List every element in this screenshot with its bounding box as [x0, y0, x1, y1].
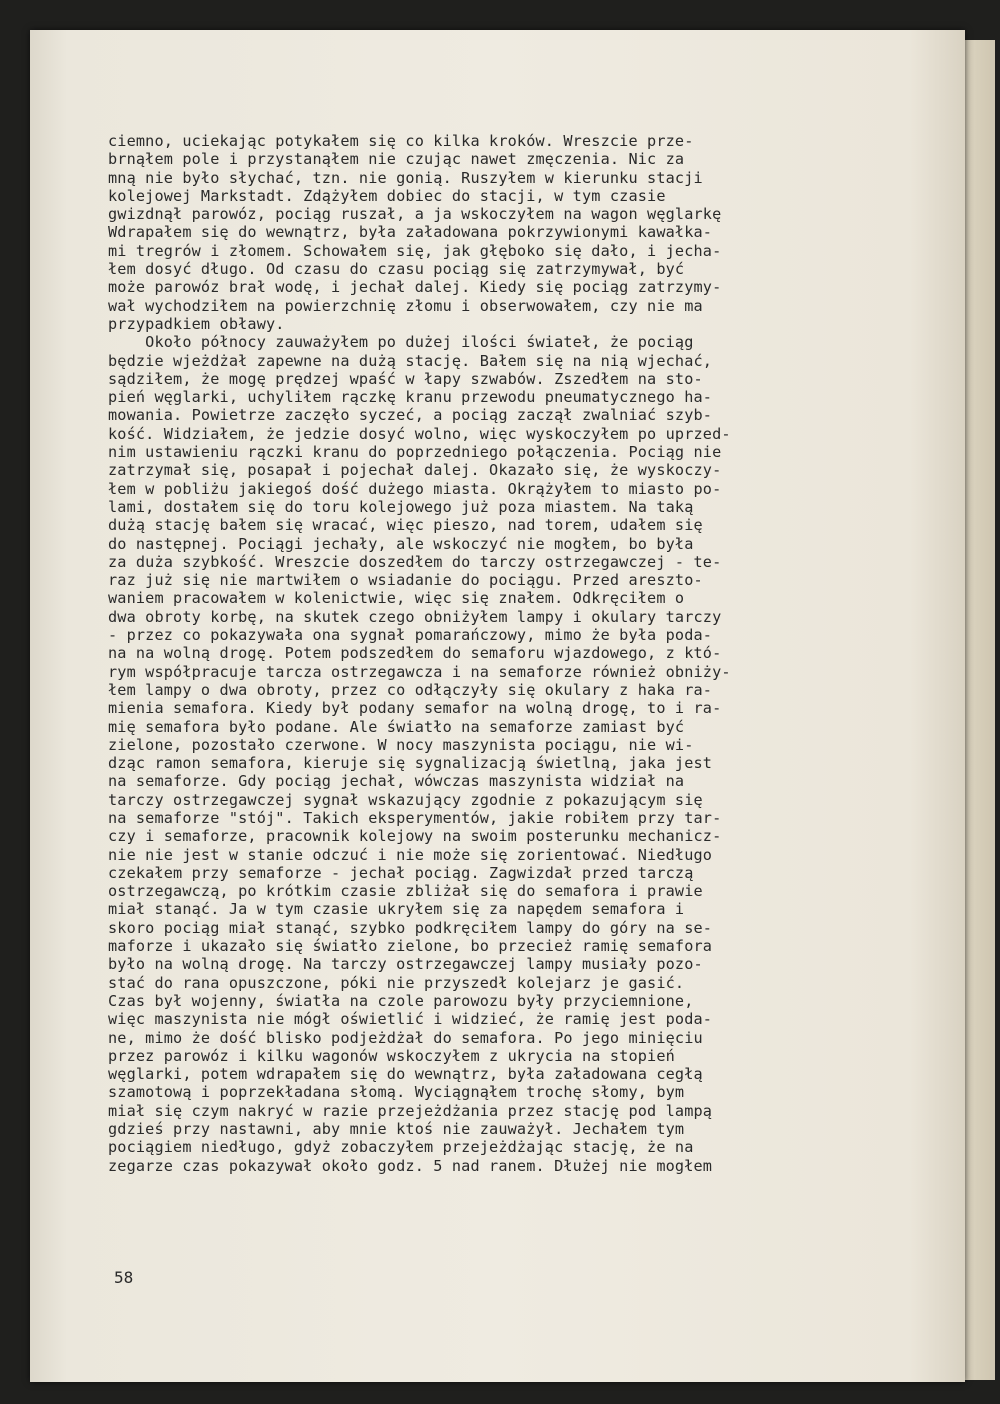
text-line: tarczy ostrzegawczej sygnał wskazujący zgodnie z pokazującym się [108, 790, 703, 809]
text-line: stać do rana opuszczone, póki nie przyszedł kolejarz je gasić. [108, 973, 685, 992]
text-line: do następnej. Pociągi jechały, ale wskoczyć nie mogłem, bo była [108, 534, 694, 553]
text-line: miał się czym nakryć w razie przejeżdżania przez stację pod lampą [108, 1101, 713, 1120]
text-line: kość. Widziałem, że jedzie dosyć wolno, więc wyskoczyłem po uprzed- [108, 424, 731, 443]
text-line: czekałem przy semaforze - jechał pociąg. Zagwizdał przed tarczą [108, 863, 694, 882]
text-line: mną nie było słychać, tzn. nie gonią. Ruszyłem w kierunku stacji [108, 168, 703, 187]
text-line: Czas był wojenny, światła na czole parowozu były przyciemnione, [108, 991, 694, 1010]
text-line: nim ustawieniu rączki kranu do poprzedniego połączenia. Pociąg nie [108, 443, 722, 462]
text-line: dużą stację bałem się wracać, więc pieszo, nad torem, udałem się [108, 516, 703, 535]
text-line: miał stanąć. Ja w tym czasie ukryłem się za napędem semafora i [108, 900, 685, 919]
text-line: raz już się nie martwiłem o wsiadanie do pociągu. Przed areszto- [108, 571, 703, 590]
text-line: za duża szybkość. Wreszcie doszedłem do tarczy ostrzegawczej - te- [108, 552, 722, 571]
next-page-edge [965, 40, 995, 1380]
text-line: sądziłem, że mogę prędzej wpaść w łapy szwabów. Zszedłem na sto- [108, 369, 703, 388]
text-line: waniem pracowałem w kolenictwie, więc się znałem. Odkręciłem o [108, 589, 685, 608]
text-line: zegarze czas pokazywał około godz. 5 nad ranem. Dłużej nie mogłem [108, 1156, 713, 1175]
text-line: ostrzegawczą, po krótkim czasie zbliżał się do semafora i prawie [108, 882, 703, 901]
text-line: było na wolną drogę. Na tarczy ostrzegawczej lampy musiały pozo- [108, 955, 703, 974]
text-line: przez parowóz i kilku wagonów wskoczyłem z ukrycia na stopień [108, 1046, 675, 1065]
text-line: zatrzymał się, posapał i pojechał dalej. Okazało się, że wyskoczy- [108, 461, 722, 480]
page-number: 58 [114, 1268, 134, 1287]
text-line: mienia semafora. Kiedy był podany semafor na wolną drogę, to i ra- [108, 699, 722, 718]
text-line: pociągiem niedługo, gdyż zobaczyłem przejeżdżając stację, że na [108, 1138, 694, 1157]
text-line: na na wolną drogę. Potem podszedłem do semaforu wjazdowego, z któ- [108, 644, 722, 663]
text-line: łem w pobliżu jakiegoś dość dużego miasta. Okrążyłem to miasto po- [108, 479, 722, 498]
text-line: pień węglarki, uchyliłem rączkę kranu przewodu pneumatycznego ha- [108, 388, 713, 407]
text-line: przypadkiem obławy. [108, 314, 285, 333]
text-line: maforze i ukazało się światło zielone, bo przecież ramię semafora [108, 937, 713, 956]
text-line: skoro pociąg miał stanąć, szybko podkręciłem lampy do góry na se- [108, 918, 713, 937]
text-line: lami, dostałem się do toru kolejowego już poza miastem. Na taką [108, 497, 694, 516]
text-line: będzie wjeżdżał zapewne na dużą stację. Bałem się na nią wjechać, [108, 351, 713, 370]
text-line: nie nie jest w stanie odczuć i nie może się zorientować. Niedługo [108, 845, 713, 864]
text-line: węglarki, potem wdrapałem się do wewnątrz, była załadowana cegłą [108, 1065, 703, 1084]
text-line: brnąłem pole i przystanąłem nie czując nawet zmęczenia. Nic za [108, 150, 685, 169]
text-line: gdzieś przy nastawni, aby mnie ktoś nie zauważył. Jechałem tym [108, 1120, 685, 1139]
body-text [108, 132, 898, 1175]
text-line: dwa obroty korbę, na skutek czego obniżyłem lampy i okulary tarczy [108, 607, 722, 626]
text-line: łem dosyć długo. Od czasu do czasu pociąg się zatrzymywał, być [108, 260, 685, 279]
text-line: rym współpracuje tarcza ostrzegawcza i na semaforze również obniży- [108, 662, 731, 681]
text-line: mowania. Powietrze zaczęło syczeć, a pociąg zaczął zwalniać szyb- [108, 406, 713, 425]
text-line: może parowóz brał wodę, i jechał dalej. Kiedy się pociąg zatrzymy- [108, 278, 722, 297]
text-line: na semaforze "stój". Takich eksperymentów, jakie robiłem przy tar- [108, 808, 722, 827]
text-line: Około północy zauważyłem po dużej ilości świateł, że pociąg [108, 333, 694, 352]
text-line: na semaforze. Gdy pociąg jechał, wówczas maszynista widział na [108, 772, 685, 791]
text-line: szamotową i poprzekładana słomą. Wyciągnąłem trochę słomy, bym [108, 1083, 685, 1102]
text-line: ciemno, uciekając potykałem się co kilka kroków. Wreszcie prze- [108, 132, 694, 150]
text-line: Wdrapałem się do wewnątrz, była załadowana pokrzywionymi kawałka- [108, 223, 713, 242]
text-line: więc maszynista nie mógł oświetlić i widzieć, że ramię jest poda- [108, 1010, 713, 1029]
text-line: łem lampy o dwa obroty, przez co odłączyły się okulary z haka ra- [108, 680, 713, 699]
text-line: mi tregrów i złomem. Schowałem się, jak głęboko się dało, i jecha- [108, 241, 722, 260]
text-line: mię semafora było podane. Ale światło na semaforze zamiast być [108, 717, 685, 736]
text-line: kolejowej Markstadt. Zdążyłem dobiec do stacji, w tym czasie [108, 186, 666, 205]
text-line: ne, mimo że dość blisko podjeżdżał do semafora. Po jego minięciu [108, 1028, 703, 1047]
text-line: dząc ramon semafora, kieruje się sygnalizacją świetlną, jaka jest [108, 754, 713, 773]
text-line: zielone, pozostało czerwone. W nocy maszynista pociągu, nie wi- [108, 735, 694, 754]
text-line: - przez co pokazywała ona sygnał pomarańczowy, mimo że była poda- [108, 626, 713, 645]
text-line: czy i semaforze, pracownik kolejowy na swoim posterunku mechanicz- [108, 827, 722, 846]
text-line: gwizdnął parowóz, pociąg ruszał, a ja wskoczyłem na wagon węglarkę [108, 205, 722, 224]
text-line: wał wychodziłem na powierzchnię złomu i obserwowałem, czy nie ma [108, 296, 703, 315]
